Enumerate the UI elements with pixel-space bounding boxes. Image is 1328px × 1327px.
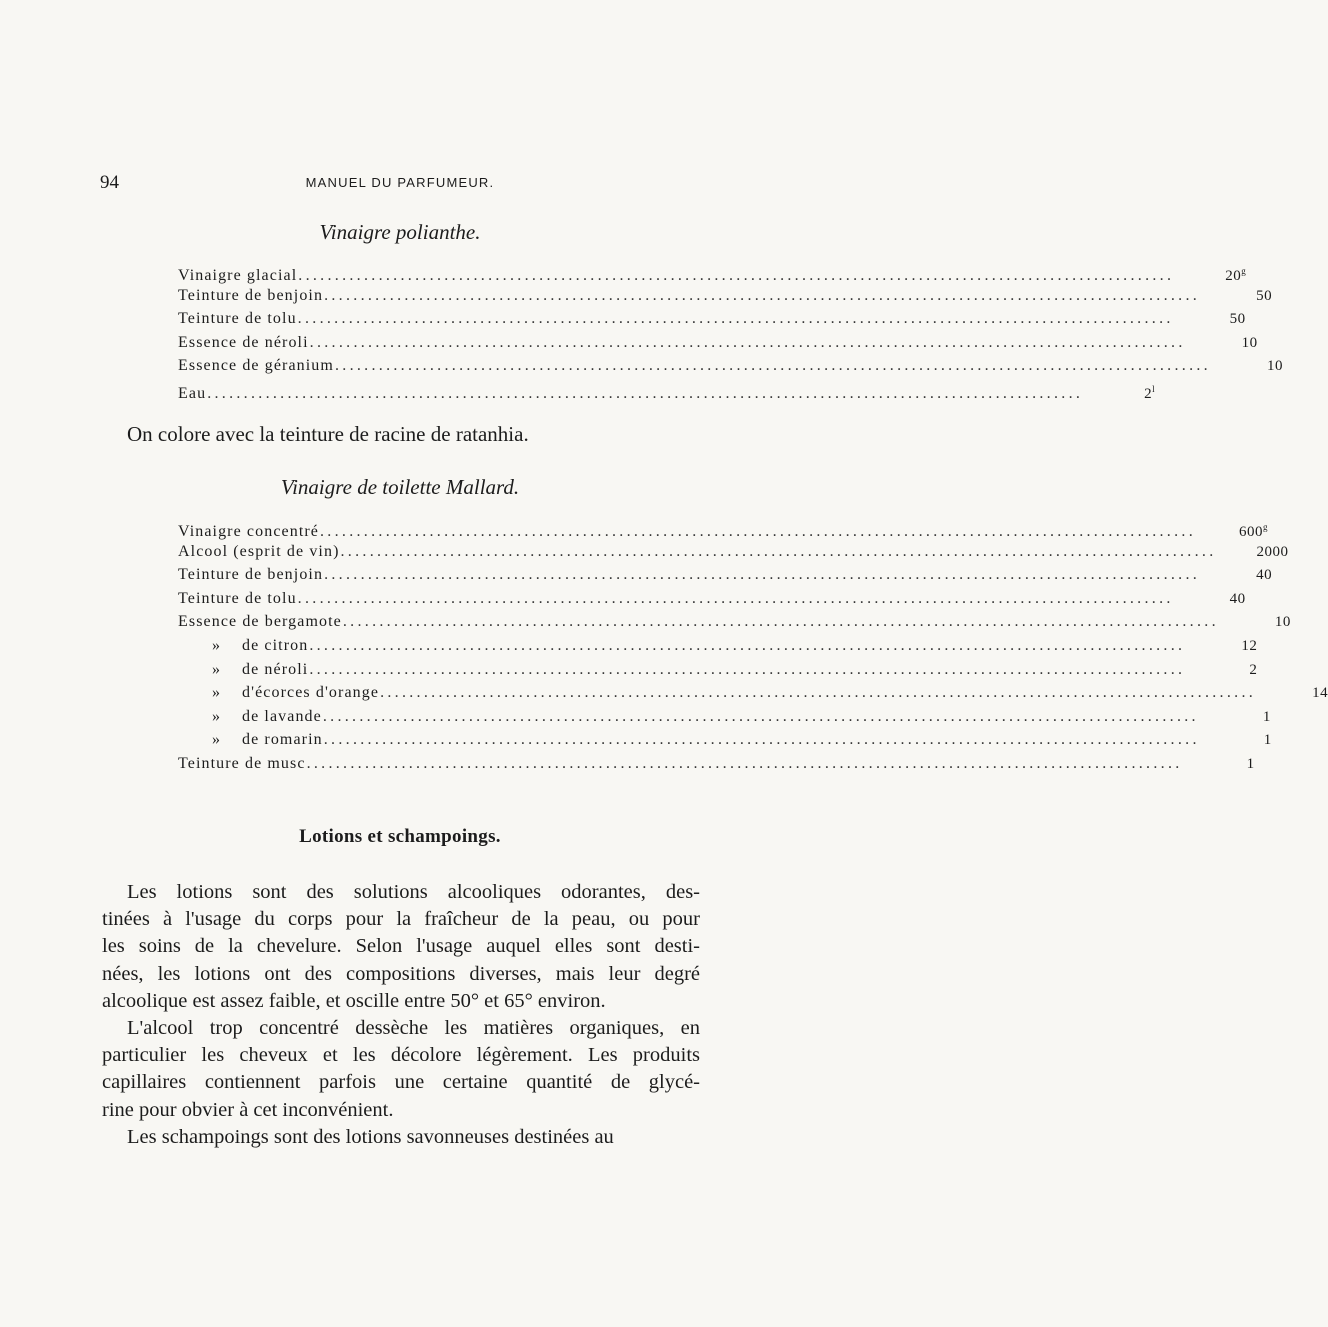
text-line: Les schampoings sont des lotions savonneuses destinées au xyxy=(127,1125,614,1148)
dot-leader: ........................................................................................................................ xyxy=(334,357,1211,375)
coloring-note: On colore avec la teinture de racine de ratanhia. xyxy=(127,422,529,446)
dot-leader: ........................................................................................................................ xyxy=(309,660,1186,678)
ingredient-name: de néroli xyxy=(242,660,309,678)
quantity-value: 2 xyxy=(1249,661,1258,678)
ingredient-name: de citron xyxy=(242,636,309,654)
ingredient-row xyxy=(178,354,1283,378)
section-heading: Lotions et schampoings. xyxy=(299,826,501,847)
ingredient-row xyxy=(178,634,1258,658)
text-line: Les lotions sont des solutions alcooliques odorantes, des- xyxy=(127,881,700,903)
ingredient-row xyxy=(178,378,1156,402)
ingredient-name: d'écorces d'orange xyxy=(242,684,380,702)
paragraph xyxy=(102,1015,700,1124)
ingredient-quantity xyxy=(1185,635,1257,659)
ingredient-quantity xyxy=(1256,682,1328,706)
ingredient-name: de romarin xyxy=(242,731,323,749)
running-head xyxy=(100,172,700,194)
ingredient-row xyxy=(178,563,1273,587)
quantity-unit: g xyxy=(1263,522,1268,532)
ingredient-name: Vinaigre glacial xyxy=(178,267,298,284)
quantity-value: 10 xyxy=(1266,358,1283,375)
ingredient-name: Essence de géranium xyxy=(178,357,334,375)
ingredient-quantity xyxy=(1200,729,1272,753)
page-number: 94 xyxy=(100,172,119,193)
ingredient-name: Vinaigre concentré xyxy=(178,523,319,540)
ingredient-name: Eau xyxy=(178,384,207,402)
running-title: MANUEL DU PARFUMEUR. xyxy=(305,175,495,190)
quantity-unit: l xyxy=(1152,383,1156,394)
dot-leader: ........................................................................................................................ xyxy=(309,333,1186,351)
text-line: nées, les lotions ont des compositions diverses, mais leur degré xyxy=(102,962,700,985)
dot-leader: ........................................................................................................................ xyxy=(309,636,1186,654)
quantity-value: 2000 xyxy=(1256,543,1289,560)
ingredient-list-mallard xyxy=(178,516,1328,776)
quantity-value: 2 xyxy=(1144,385,1153,402)
paragraph xyxy=(102,879,700,1015)
ingredient-name: Teinture de benjoin xyxy=(178,566,324,584)
quantity-value: 600 xyxy=(1239,524,1263,540)
text-line: alcoolique est assez faible, et oscille entre 50° et 65° environ. xyxy=(102,989,606,1012)
paragraph xyxy=(102,1124,700,1151)
quantity-value: 1 xyxy=(1246,755,1255,772)
dot-leader: ........................................................................................................................ xyxy=(324,566,1201,584)
ingredient-row xyxy=(178,681,1328,705)
ingredient-row xyxy=(178,610,1291,634)
ingredient-row xyxy=(178,540,1289,564)
dot-leader: ........................................................................................................................ xyxy=(320,523,1196,540)
quantity-value: 1 xyxy=(1263,732,1272,749)
dot-leader: ........................................................................................................................ xyxy=(380,684,1257,702)
quantity-value: 40 xyxy=(1256,567,1273,584)
ditto-mark: » xyxy=(212,660,222,678)
ingredient-row xyxy=(178,284,1273,308)
text-line: rine pour obvier à cet inconvénient. xyxy=(102,1098,394,1121)
quantity-value: 40 xyxy=(1229,590,1246,607)
ingredient-quantity xyxy=(1200,285,1272,309)
ingredient-quantity xyxy=(1217,541,1289,565)
dot-leader: ........................................................................................................................ xyxy=(297,589,1174,607)
dot-leader: ........................................................................................................................ xyxy=(324,286,1201,304)
ingredient-row xyxy=(178,587,1246,611)
quantity-value: 20 xyxy=(1225,268,1242,284)
dot-leader: ........................................................................................................................ xyxy=(207,384,1084,402)
text-line: particulier les cheveux et les décolore légèrement. Les produits xyxy=(102,1044,700,1067)
ingredient-name: Teinture de benjoin xyxy=(178,286,324,304)
quantity-value: 50 xyxy=(1229,311,1246,328)
recipe-title-polianthe: Vinaigre polianthe. xyxy=(319,220,481,244)
ingredient-name: de lavande xyxy=(242,707,322,725)
ditto-mark: » xyxy=(212,636,222,654)
quantity-unit: g xyxy=(1241,266,1247,276)
dot-leader: ........................................................................................................................ xyxy=(298,267,1175,284)
dot-leader: ........................................................................................................................ xyxy=(322,707,1199,725)
ingredient-name: Essence de néroli xyxy=(178,333,309,351)
ingredient-name: Essence de bergamote xyxy=(178,613,342,631)
text-line: les soins de la chevelure. Selon l'usage auquel elles sont desti- xyxy=(102,935,700,958)
ditto-mark: » xyxy=(212,684,222,702)
ingredient-quantity xyxy=(1183,753,1255,777)
dot-leader: ........................................................................................................................ xyxy=(306,754,1183,772)
ingredient-quantity xyxy=(1083,378,1155,407)
ingredient-name: Alcool (esprit de vin) xyxy=(178,542,340,560)
ingredient-row xyxy=(178,331,1258,355)
ingredient-row xyxy=(178,307,1246,331)
ingredient-list-polianthe xyxy=(178,260,1283,402)
ingredient-row xyxy=(178,728,1272,752)
dot-leader: ........................................................................................................................ xyxy=(297,310,1174,328)
dot-leader: ........................................................................................................................ xyxy=(323,731,1200,749)
ingredient-row xyxy=(178,260,1247,284)
ingredient-quantity xyxy=(1211,355,1283,379)
text-line: tinées à l'usage du corps pour la fraîcheur de la peau, ou pour xyxy=(102,908,700,931)
body-text xyxy=(102,879,700,1151)
ingredient-row xyxy=(178,516,1268,540)
ingredient-name: Teinture de tolu xyxy=(178,310,297,328)
recipe-title-mallard: Vinaigre de toilette Mallard. xyxy=(280,475,520,499)
ingredient-quantity xyxy=(1219,611,1291,635)
ingredient-name: Teinture de tolu xyxy=(178,589,297,607)
quantity-value: 10 xyxy=(1274,614,1291,631)
ingredient-row xyxy=(178,658,1258,682)
ditto-mark: » xyxy=(212,707,222,725)
quantity-value: 1 xyxy=(1262,708,1271,725)
ditto-mark: » xyxy=(212,731,222,749)
ingredient-quantity xyxy=(1186,332,1258,356)
ingredient-name: Teinture de musc xyxy=(178,754,306,772)
ingredient-row xyxy=(178,705,1271,729)
ingredient-row xyxy=(178,752,1255,776)
quantity-value: 12 xyxy=(1241,637,1258,654)
ingredient-quantity xyxy=(1174,308,1246,332)
quantity-value: 50 xyxy=(1256,287,1273,304)
ingredient-quantity xyxy=(1200,564,1272,588)
dot-leader: ........................................................................................................................ xyxy=(342,613,1219,631)
text-line: L'alcool trop concentré dessèche les matières organiques, en xyxy=(127,1017,700,1040)
quantity-value: 10 xyxy=(1241,334,1258,351)
ingredient-quantity xyxy=(1185,659,1257,683)
dot-leader: ........................................................................................................................ xyxy=(340,542,1217,560)
ingredient-quantity xyxy=(1174,588,1246,612)
text-line: capillaires contiennent parfois une certaine quantité de glycé- xyxy=(102,1071,700,1094)
quantity-value: 14 xyxy=(1312,685,1328,702)
ingredient-quantity xyxy=(1199,706,1271,730)
